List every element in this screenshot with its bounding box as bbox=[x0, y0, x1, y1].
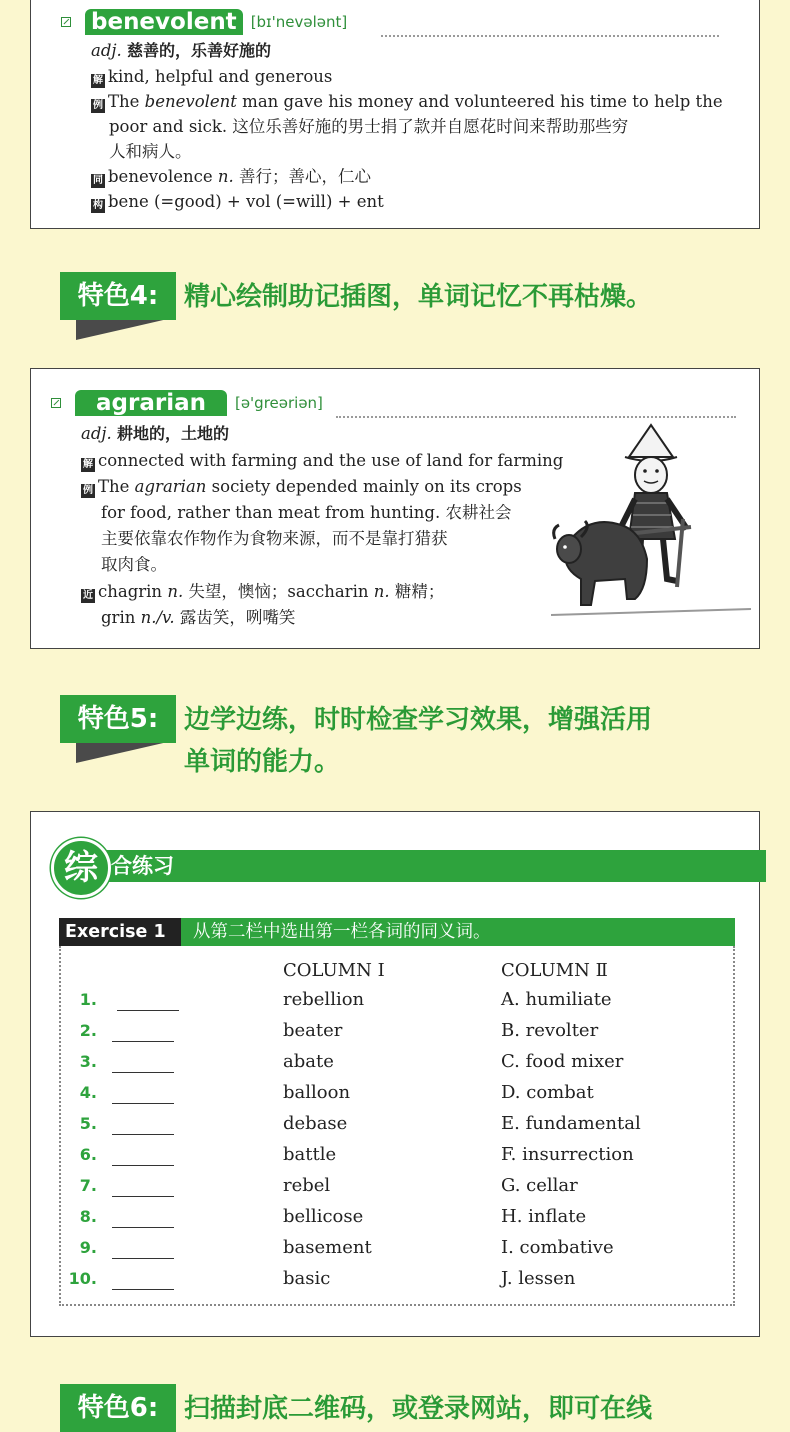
near-meaning: 失望，懊恼；saccharin bbox=[183, 582, 374, 601]
row-number: 1. bbox=[79, 990, 97, 1009]
meaning-line bbox=[81, 422, 229, 446]
derivative-word: benevolence bbox=[108, 167, 218, 186]
entry-header bbox=[51, 390, 323, 416]
column-1-word: bellicose bbox=[283, 1206, 364, 1227]
feature-text-line-2: 单词的能力。 bbox=[184, 747, 341, 777]
example-line bbox=[91, 90, 723, 114]
column-1-word: debase bbox=[283, 1113, 348, 1134]
meaning-cn: 慈善的，乐善好施的 bbox=[127, 41, 272, 60]
feature-text: 扫描封底二维码，或登录网站，即可在线 bbox=[184, 1394, 653, 1424]
entry-card-agrarian bbox=[30, 368, 760, 649]
example-text: society depended mainly on its crops bbox=[206, 477, 522, 496]
column-1-word: balloon bbox=[283, 1082, 351, 1103]
entry-header bbox=[61, 9, 347, 35]
structure-tag: 构 bbox=[93, 200, 103, 211]
answer-blank[interactable] bbox=[112, 1165, 174, 1166]
row-number: 8. bbox=[79, 1207, 97, 1226]
structure-line bbox=[91, 190, 384, 214]
column-2-word: D. combat bbox=[501, 1082, 594, 1103]
column-1-word: rebellion bbox=[283, 989, 365, 1010]
row-number: 6. bbox=[79, 1145, 97, 1164]
banner-shadow bbox=[76, 741, 172, 763]
definition: kind, helpful and generous bbox=[108, 67, 333, 86]
example-text: The bbox=[98, 477, 135, 496]
column-1-word: rebel bbox=[283, 1175, 331, 1196]
example-text: man gave his money and volunteered his time to help the bbox=[236, 92, 723, 111]
check-square-icon[interactable] bbox=[61, 17, 71, 27]
column-1-word: battle bbox=[283, 1144, 337, 1165]
exercise-instruction: 从第二栏中选出第一栏各词的同义词。 bbox=[193, 922, 491, 942]
near-meaning: 糖精； bbox=[389, 582, 445, 601]
phonetic: [bɪ'nevələnt] bbox=[250, 13, 348, 31]
feature-text-line-1: 边学边练，时时检查学习效果，增强活用 bbox=[184, 705, 653, 735]
meaning-line bbox=[91, 39, 271, 63]
part-of-speech: adj. bbox=[81, 424, 112, 443]
headword: benevolent bbox=[85, 9, 243, 35]
entry-card-benevolent bbox=[30, 0, 760, 229]
derivative-meaning: 善行；善心，仁心 bbox=[233, 167, 372, 186]
feature-label: 特色5: bbox=[60, 695, 176, 743]
headword: agrarian bbox=[75, 390, 227, 416]
definition-line bbox=[81, 449, 563, 473]
column-2-word: C. food mixer bbox=[501, 1051, 624, 1072]
definition-tag: 解 bbox=[93, 75, 103, 86]
near-pos: n. bbox=[373, 582, 390, 601]
row-number: 2. bbox=[79, 1021, 97, 1040]
near-pos: n./v. bbox=[140, 608, 175, 627]
answer-blank[interactable] bbox=[112, 1227, 174, 1228]
column-2-word: E. fundamental bbox=[501, 1113, 641, 1134]
answer-blank[interactable] bbox=[112, 1289, 174, 1290]
derivative-pos: n. bbox=[217, 167, 234, 186]
column-2-word: J. lessen bbox=[501, 1268, 576, 1289]
same-root-tag: 同 bbox=[93, 175, 103, 186]
section-title: 合练习 bbox=[111, 854, 174, 878]
column-1-word: abate bbox=[283, 1051, 334, 1072]
near-form-line bbox=[81, 580, 444, 604]
feature-label: 特色4: bbox=[60, 272, 176, 320]
example-headword: benevolent bbox=[144, 92, 237, 111]
example-tag: 例 bbox=[93, 100, 103, 111]
column-2-word: G. cellar bbox=[501, 1175, 578, 1196]
banner-shadow bbox=[76, 318, 172, 340]
near-form-line-2 bbox=[101, 606, 295, 630]
answer-blank[interactable] bbox=[112, 1041, 174, 1042]
row-number: 9. bbox=[79, 1238, 97, 1257]
exercise-card bbox=[30, 811, 760, 1337]
example-line-3: 人和病人。 bbox=[109, 142, 192, 161]
answer-blank[interactable] bbox=[112, 1103, 174, 1104]
near-word: chagrin bbox=[98, 582, 168, 601]
column-1-word: beater bbox=[283, 1020, 343, 1041]
row-number: 10. bbox=[68, 1269, 97, 1288]
meaning-cn: 耕地的，土地的 bbox=[117, 424, 230, 443]
check-square-icon[interactable] bbox=[51, 398, 61, 408]
column-1-word: basement bbox=[283, 1237, 372, 1258]
farmer-with-ox-illustration bbox=[551, 419, 751, 619]
divider bbox=[381, 35, 719, 37]
example-tag: 例 bbox=[83, 485, 93, 496]
example-text: The bbox=[108, 92, 145, 111]
derivative-line bbox=[91, 165, 371, 189]
example-line-4: 取肉食。 bbox=[101, 555, 167, 574]
answer-blank[interactable] bbox=[112, 1196, 174, 1197]
near-pos: n. bbox=[167, 582, 184, 601]
definition-line bbox=[91, 65, 332, 89]
near-word: grin bbox=[101, 608, 141, 627]
row-number: 3. bbox=[79, 1052, 97, 1071]
column-2-header: COLUMN Ⅱ bbox=[501, 960, 608, 981]
column-2-word: A. humiliate bbox=[501, 989, 612, 1010]
near-meaning: 露齿笑，咧嘴笑 bbox=[174, 608, 296, 627]
column-2-word: H. inflate bbox=[501, 1206, 587, 1227]
column-1-word: basic bbox=[283, 1268, 331, 1289]
answer-blank[interactable] bbox=[117, 1010, 179, 1011]
example-line-3: 主要依靠农作物作为食物来源，而不是靠打猎获 bbox=[101, 529, 448, 548]
row-number: 5. bbox=[79, 1114, 97, 1133]
section-circle-char: 综 bbox=[51, 838, 111, 898]
answer-blank[interactable] bbox=[112, 1258, 174, 1259]
example-headword: agrarian bbox=[134, 477, 207, 496]
definition-tag: 解 bbox=[83, 459, 93, 470]
example-line-2: for food, rather than meat from hunting. 农耕社会 bbox=[101, 503, 512, 522]
section-title-bar bbox=[91, 850, 766, 882]
row-number: 7. bbox=[79, 1176, 97, 1195]
example-line bbox=[81, 475, 522, 499]
exercise-label: Exercise 1 bbox=[59, 918, 181, 946]
column-2-word: F. insurrection bbox=[501, 1144, 634, 1165]
definition: connected with farming and the use of land for farming bbox=[98, 451, 564, 470]
structure: bene (=good) + vol (=will) + ent bbox=[108, 192, 384, 211]
column-2-word: I. combative bbox=[501, 1237, 614, 1258]
near-form-tag: 近 bbox=[83, 590, 93, 601]
feature-label: 特色6: bbox=[60, 1384, 176, 1432]
feature-text: 精心绘制助记插图，单词记忆不再枯燥。 bbox=[184, 282, 653, 312]
phonetic: [ə'greəriən] bbox=[234, 394, 323, 412]
divider bbox=[336, 416, 736, 418]
column-1-header: COLUMN Ⅰ bbox=[283, 960, 385, 981]
answer-blank[interactable] bbox=[112, 1134, 174, 1135]
column-2-word: B. revolter bbox=[501, 1020, 599, 1041]
row-number: 4. bbox=[79, 1083, 97, 1102]
answer-blank[interactable] bbox=[112, 1072, 174, 1073]
example-line-2: poor and sick. 这位乐善好施的男士捐了款并自愿花时间来帮助那些穷 bbox=[109, 117, 629, 136]
part-of-speech: adj. bbox=[91, 41, 122, 60]
